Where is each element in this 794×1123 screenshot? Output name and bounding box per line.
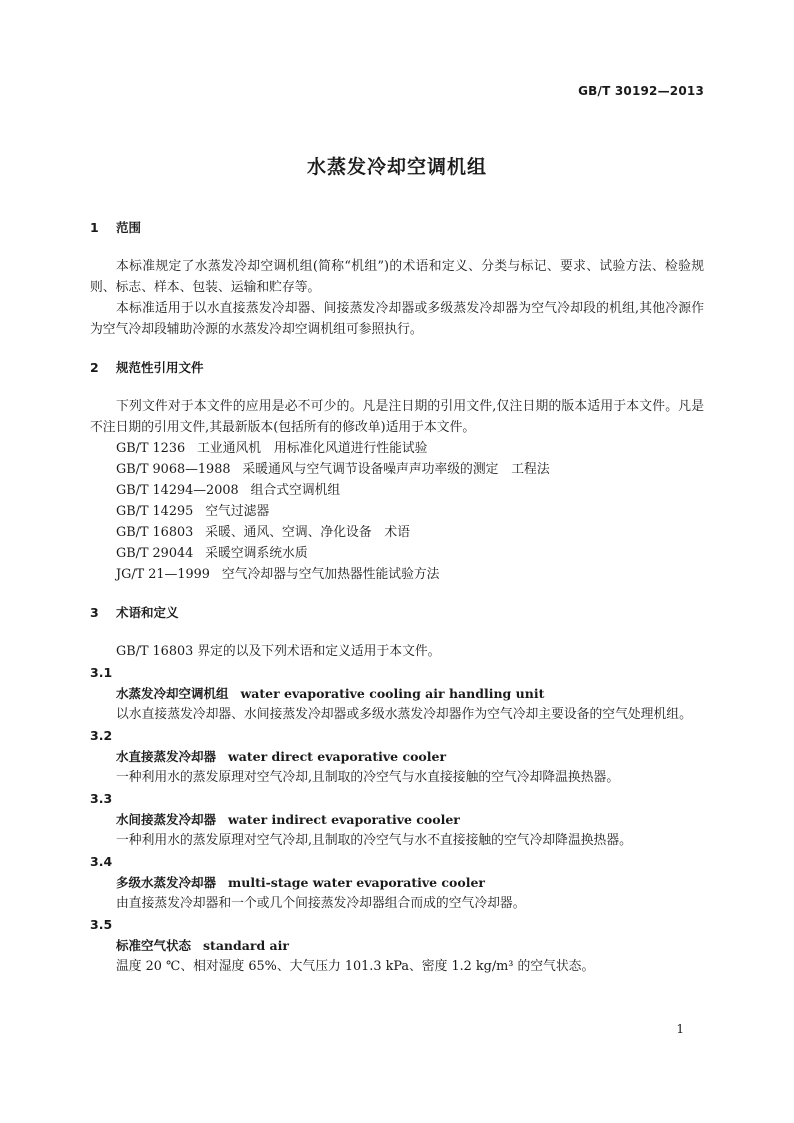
document-body xyxy=(90,218,704,977)
reference-item: JG/T 21—1999 空气冷却器与空气加热器性能试验方法 xyxy=(116,567,440,582)
term-entry xyxy=(90,725,704,788)
section-heading-terms-and-definitions: 3 术语和定义 xyxy=(90,605,179,620)
section-heading-scope: 1 范围 xyxy=(90,220,142,235)
term-definition: 温度 20 ℃、相对湿度 65%、大气压力 101.3 kPa、密度 1.2 kg/m³ 的空气状态。 xyxy=(116,959,595,974)
term-number: 3.1 xyxy=(90,665,113,680)
term-entry xyxy=(90,914,704,977)
term-definition: 一种利用水的蒸发原理对空气冷却,且制取的冷空气与水不直接接触的空气冷却降温换热器。 xyxy=(116,833,632,848)
reference-item: GB/T 14294—2008 组合式空调机组 xyxy=(116,483,341,498)
paragraph: 本标准适用于以水直接蒸发冷却器、间接蒸发冷却器或多级蒸发冷却器为空气冷却段的机组,其他冷源作为空气冷却段辅助冷源的水蒸发冷却空调机组可参照执行。 xyxy=(90,301,704,337)
term-number: 3.4 xyxy=(90,854,113,869)
term-definition: 以水直接蒸发冷却器、水间接蒸发冷却器或多级水蒸发冷却器作为空气冷却主要设备的空气处理机组。 xyxy=(116,707,692,722)
term-entry xyxy=(90,788,704,851)
term-entry xyxy=(90,851,704,914)
reference-item: GB/T 16803 采暖、通风、空调、净化设备 术语 xyxy=(116,525,410,540)
reference-item: GB/T 29044 采暖空调系统水质 xyxy=(116,546,308,561)
paragraph: 下列文件对于本文件的应用是必不可少的。凡是注日期的引用文件,仅注日期的版本适用于本文件。凡是不注日期的引用文件,其最新版本(包括所有的修改单)适用于本文件。 xyxy=(90,399,704,435)
term-title: 水直接蒸发冷却器 water direct evaporative cooler xyxy=(116,749,447,764)
section-heading-normative-references: 2 规范性引用文件 xyxy=(90,360,204,375)
term-definition: 由直接蒸发冷却器和一个或几个间接蒸发冷却器组合而成的空气冷却器。 xyxy=(116,896,526,911)
paragraph: GB/T 16803 界定的以及下列术语和定义适用于本文件。 xyxy=(116,644,441,659)
reference-item: GB/T 14295 空气过滤器 xyxy=(116,504,270,519)
term-number: 3.3 xyxy=(90,791,113,806)
page-number: 1 xyxy=(676,1022,684,1036)
term-title: 水间接蒸发冷却器 water indirect evaporative cooler xyxy=(116,812,460,827)
term-title: 标准空气状态 standard air xyxy=(116,938,289,953)
term-number: 3.2 xyxy=(90,728,113,743)
term-entry xyxy=(90,662,704,725)
term-number: 3.5 xyxy=(90,917,113,932)
paragraph: 本标准规定了水蒸发冷却空调机组(简称“机组”)的术语和定义、分类与标记、要求、试验方法、检验规则、标志、样本、包装、运输和贮存等。 xyxy=(90,259,704,295)
standard-number: GB/T 30192—2013 xyxy=(578,84,704,98)
term-definition: 一种利用水的蒸发原理对空气冷却,且制取的冷空气与水直接接触的空气冷却降温换热器。 xyxy=(116,770,620,785)
term-title: 多级水蒸发冷却器 multi-stage water evaporative cooler xyxy=(116,875,486,890)
reference-item: GB/T 1236 工业通风机 用标准化风道进行性能试验 xyxy=(116,441,428,456)
document-title: 水蒸发冷却空调机组 xyxy=(306,156,487,178)
reference-item: GB/T 9068—1988 采暖通风与空气调节设备噪声声功率级的测定 工程法 xyxy=(116,462,550,477)
reference-list xyxy=(90,438,704,585)
term-title: 水蒸发冷却空调机组 water evaporative cooling air handling unit xyxy=(116,686,545,701)
